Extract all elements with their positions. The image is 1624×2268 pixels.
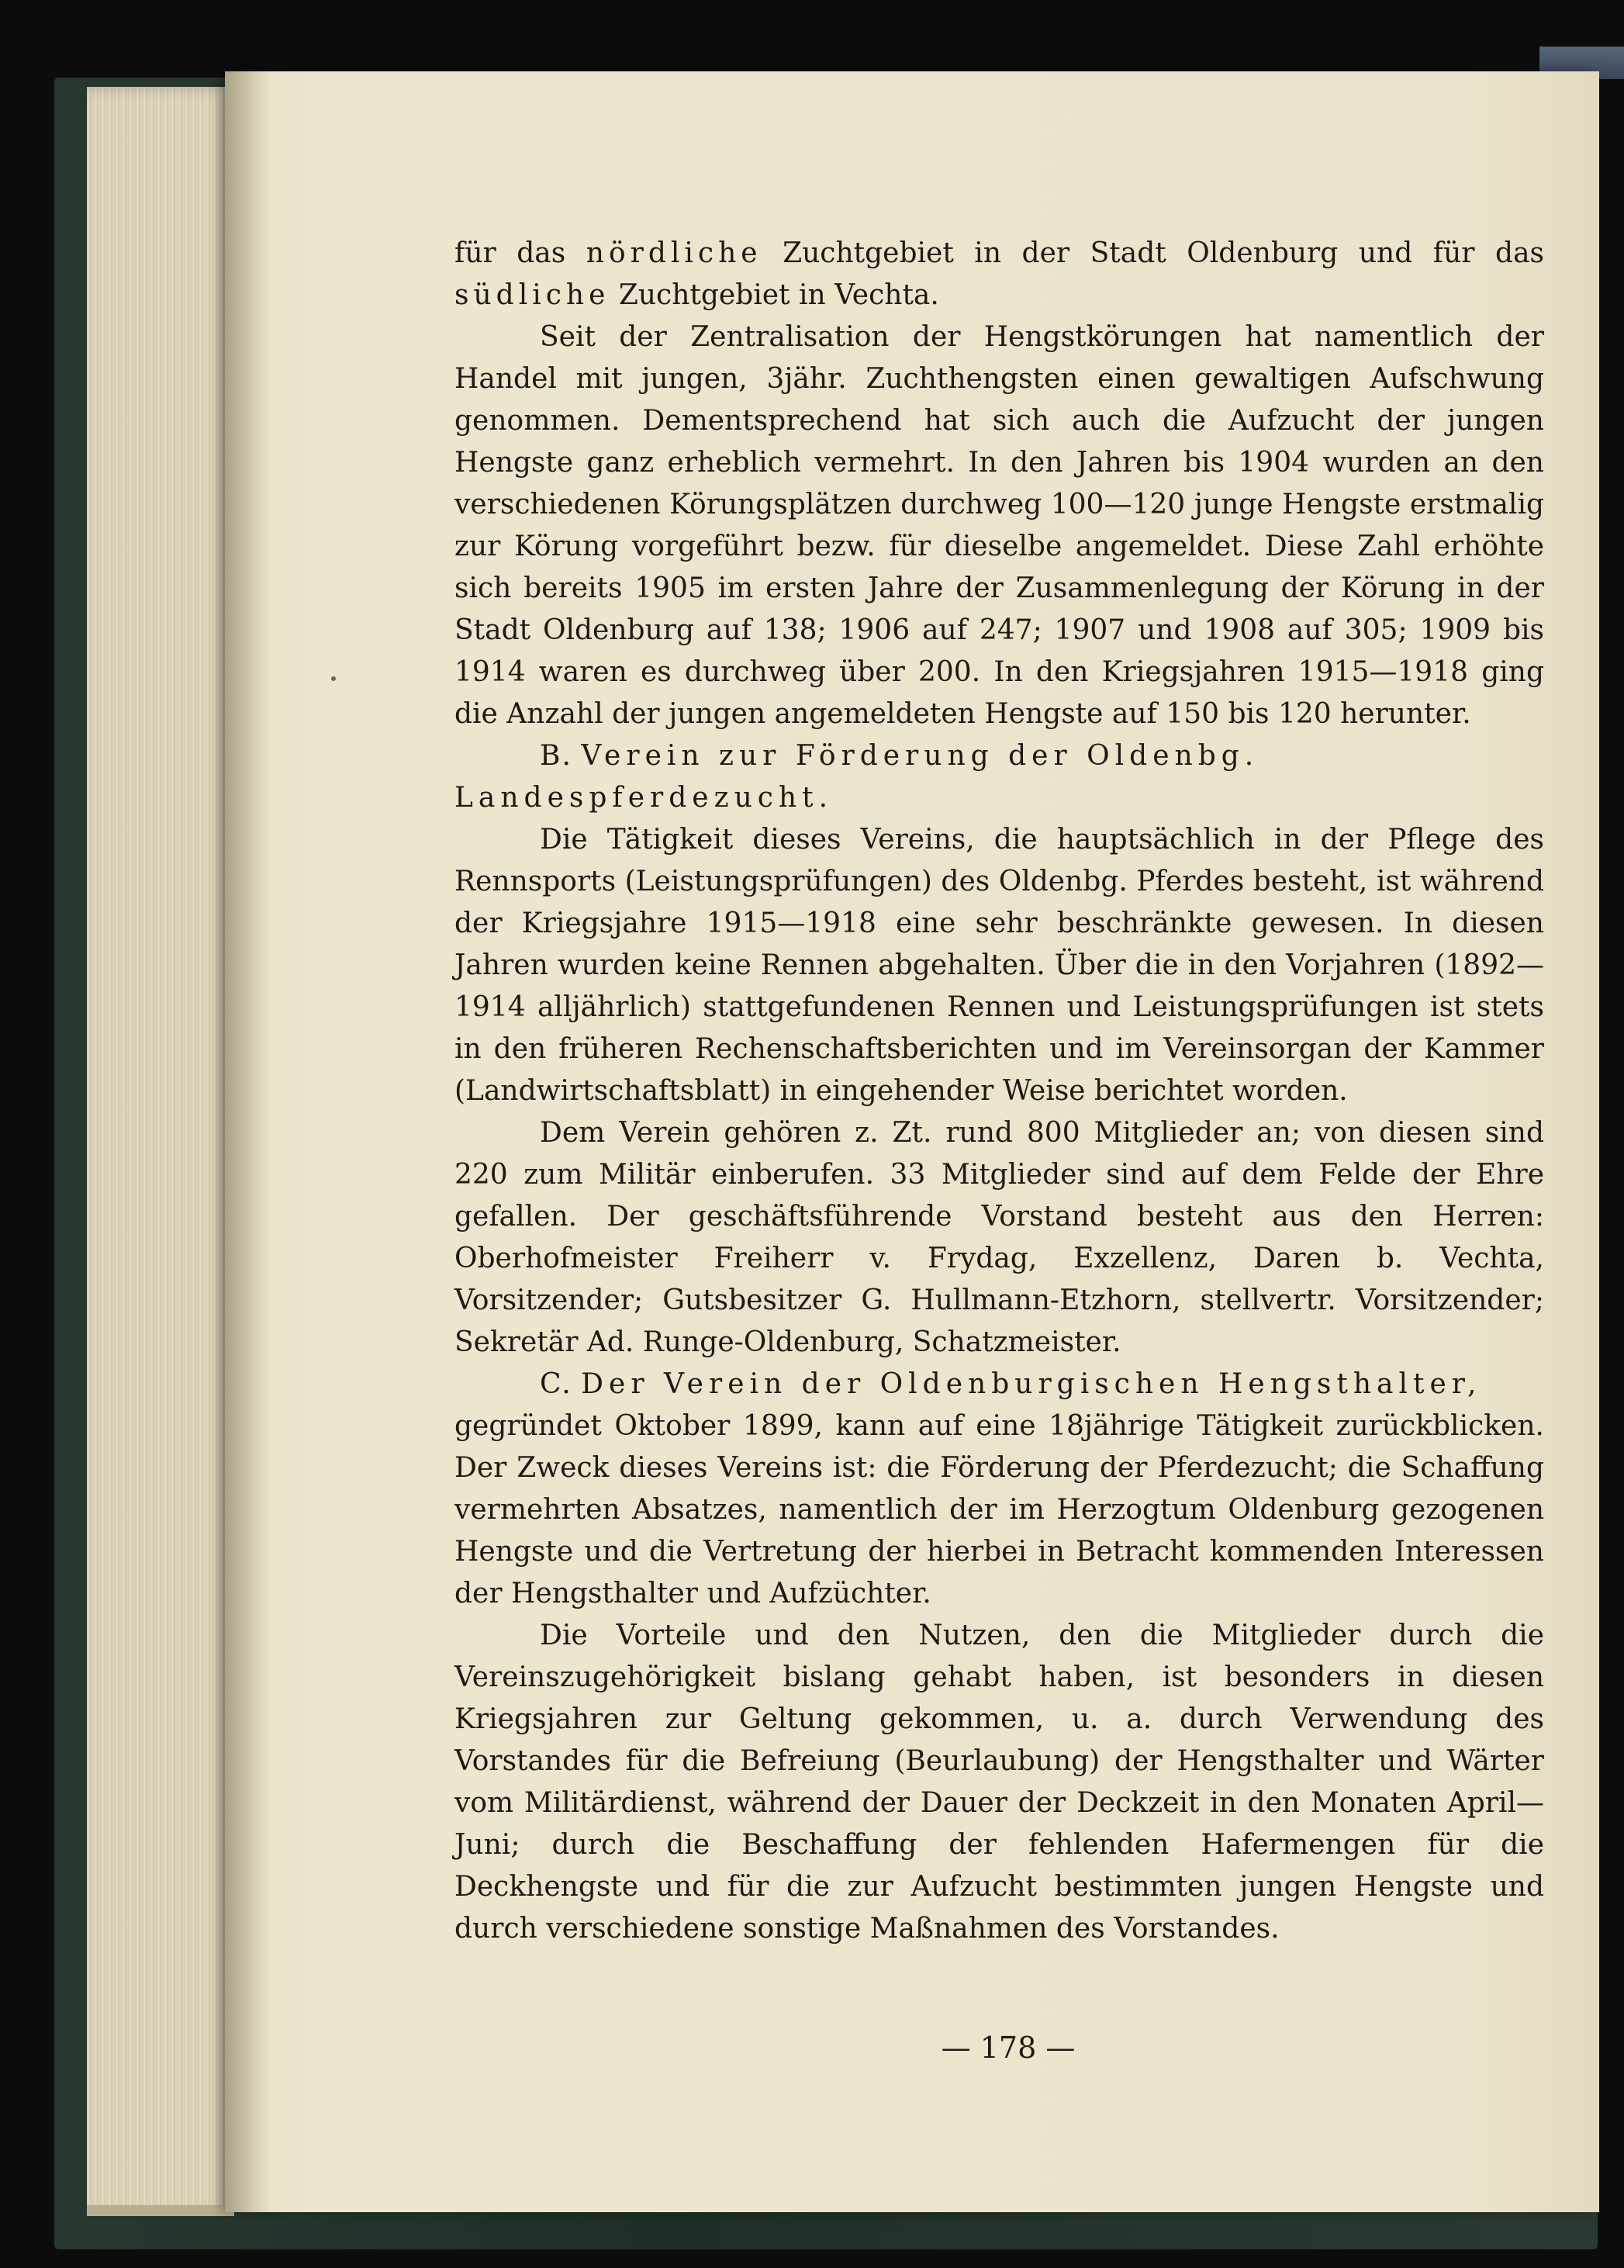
section-c-paragraph: Die Vorteile und den Nutzen, den die Mitglieder durch die Vereinszugehörigkeit bislang gehabt haben, ist besonders in diesen Kriegsjahren zur Geltung gekommen, u. a. durch Verwendung des Vorstandes für die Befreiung (Beurlaubung) der Hengsthalter und Wärter vom Militärdienst, während der Dauer der Deckzeit in den Monaten April—Juni; durch die Beschaffung der fehlenden Hafermengen für die Deckhengste und für die zur Aufzucht bestimmten jungen Hengste und durch verschiedene sonstige Maßnahmen des Vorstandes. xyxy=(454,1620,1544,1945)
section-b-label: B. xyxy=(540,740,572,772)
section-c-paragraph: gegründet Oktober 1899, kann auf eine 18jährige Tätigkeit zurückblicken. Der Zweck dieses Vereins ist: die Förderung der Pferdezucht; die Schaffung vermehrten Absatzes, namentlich der im Herzogtum Oldenburg gezogenen Hengste und die Vertretung der hierbei in Betracht kommenden Interessen der Hengsthalter und Aufzüchter. xyxy=(454,1410,1544,1609)
text-run: Zuchtgebiet in der Stadt Oldenburg und für das xyxy=(762,237,1545,269)
spaced-word: südliche xyxy=(454,279,610,311)
section-b-paragraph: Dem Verein gehören z. Zt. rund 800 Mitglieder an; von diesen sind 220 zum Militär einberufen. 33 Mitglieder sind auf dem Felde der Ehre gefallen. Der geschäftsführende Vorstand besteht aus den Herren: Oberhofmeister Freiherr v. Frydag, Exzellenz, Daren b. Vechta, Vorsitzender; Gutsbesitzer G. Hullmann-Etzhorn, stellvertr. Vorsitzender; Sekretär Ad. Runge-Oldenburg, Schatzmeister. xyxy=(454,1117,1544,1358)
page-text xyxy=(454,233,1544,1950)
section-b-heading xyxy=(454,735,1544,819)
section-c-label: C. xyxy=(540,1368,572,1400)
text-run: für das xyxy=(454,237,586,269)
paper-speck xyxy=(331,676,336,681)
page-edges xyxy=(87,87,234,2216)
section-c-heading xyxy=(454,1364,1544,1405)
page-number: — 178 — xyxy=(941,2031,1076,2065)
spaced-word: nördliche xyxy=(586,237,762,269)
text-run: Zuchtgebiet in Vechta. xyxy=(610,279,939,311)
paragraph-intro-2: Seit der Zentralisation der Hengstkörungen hat namentlich der Handel mit jungen, 3jähr. Zuchthengsten einen gewaltigen Aufschwung genommen. Dementsprechend hat sich auch die Aufzucht der jungen Hengste ganz erheblich vermehrt. In den Jahren bis 1904 wurden an den verschiedenen Körungsplätzen durchweg 100—120 junge Hengste erstmalig zur Körung vorgeführt bezw. für dieselbe angemeldet. Diese Zahl erhöhte sich bereits 1905 im ersten Jahre der Zusammenlegung der Körung in der Stadt Oldenburg auf 138; 1906 auf 247; 1907 und 1908 auf 305; 1909 bis 1914 waren es durchweg über 200. In den Kriegsjahren 1915—1918 ging die Anzahl der jungen angemeldeten Hengste auf 150 bis 120 herunter. xyxy=(454,321,1544,730)
section-b-paragraph: Die Tätigkeit dieses Vereins, die hauptsächlich in der Pflege des Rennsports (Leistungsprüfungen) des Oldenbg. Pferdes besteht, ist während der Kriegsjahre 1915—1918 eine sehr beschränkte gewesen. In diesen Jahren wurden keine Rennen abgehalten. Über die in den Vorjahren (1892—1914 alljährlich) stattgefundenen Rennen und Leistungsprüfungen ist stets in den früheren Rechenschaftsberichten und im Vereinsorgan der Kammer (Landwirtschaftsblatt) in eingehender Weise berichtet worden. xyxy=(454,824,1544,1107)
section-c-title: Der Verein der Oldenburgischen Hengsthalter, xyxy=(581,1368,1482,1400)
paragraph-intro-1 xyxy=(454,233,1544,316)
section-b-title: Verein zur Förderung der Oldenbg. Landespferdezucht. xyxy=(454,740,1259,814)
